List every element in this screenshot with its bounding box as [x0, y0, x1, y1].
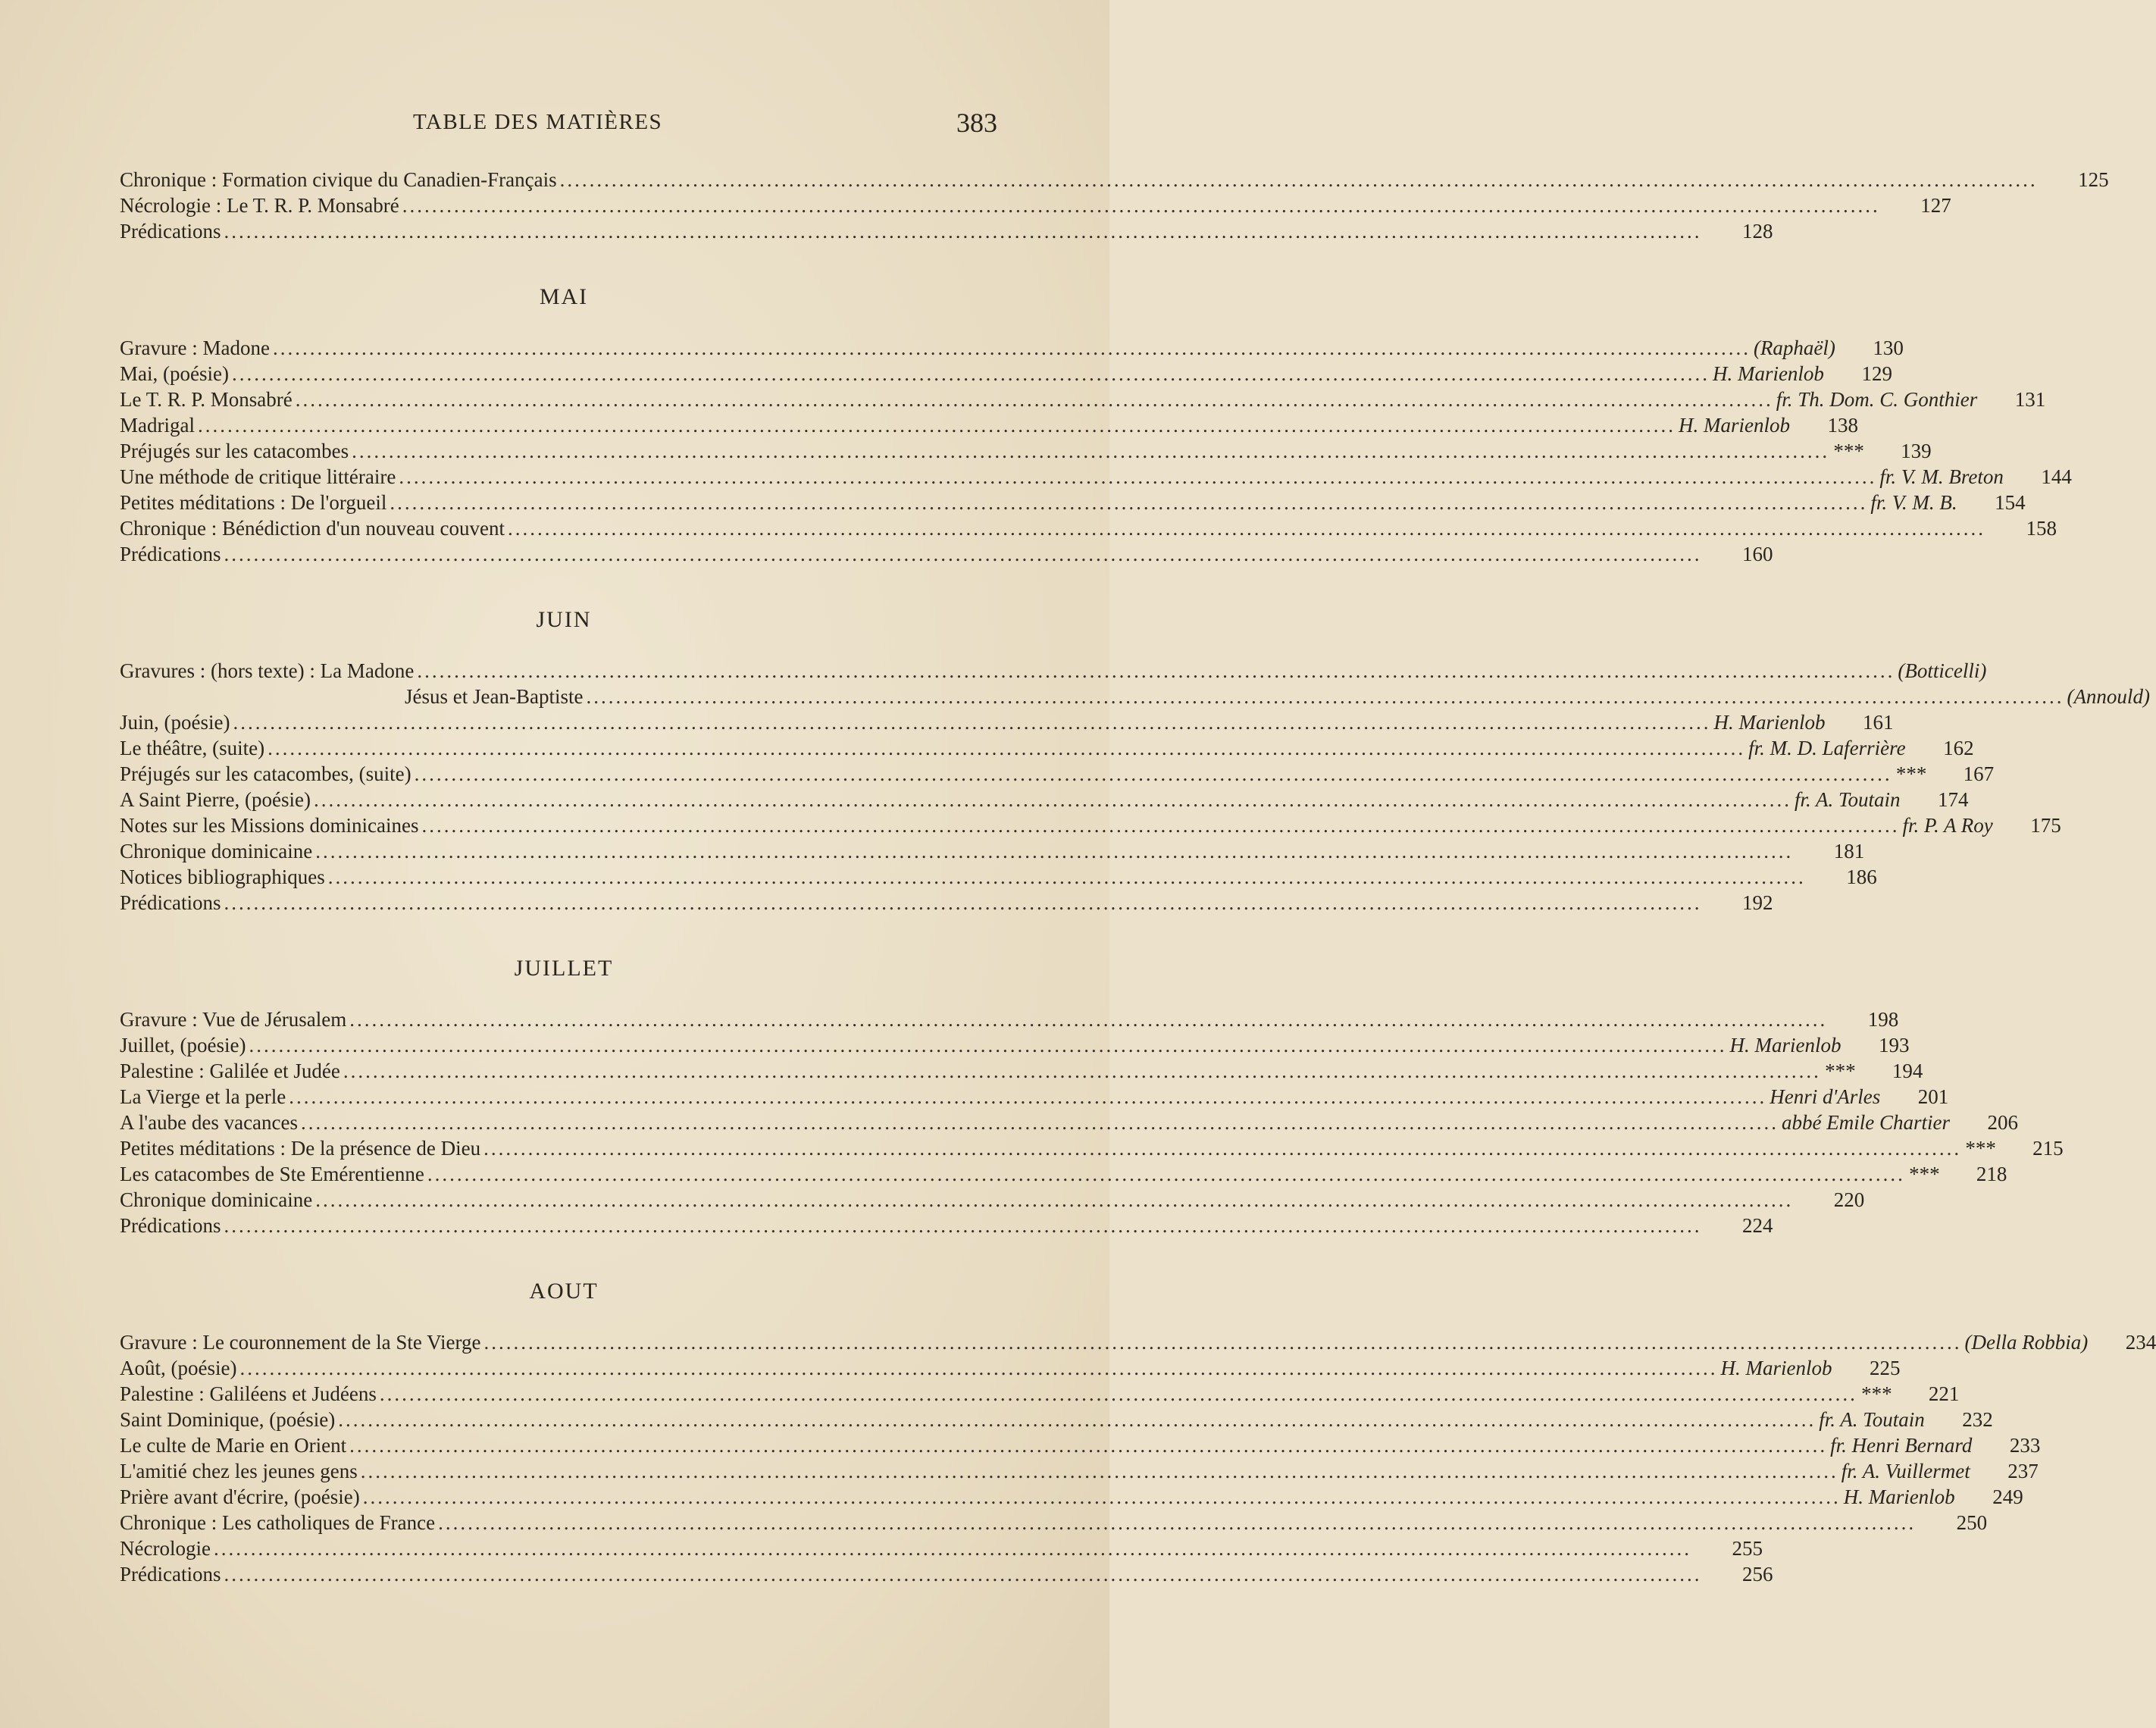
- entry-author: ***: [1907, 1163, 1939, 1185]
- page-title: TABLE DES MATIÈRES: [413, 110, 663, 134]
- entry-page-number: 127: [1920, 194, 1951, 217]
- dot-leader: ........................................................................................................................................................................................................: [349, 1434, 1828, 1457]
- entry-author: ***: [1823, 1060, 1855, 1082]
- entry-title: Gravure : Madone: [120, 337, 270, 359]
- dot-leader: ........................................................................................................................................................................................................: [399, 465, 1877, 488]
- toc-section: [120, 581, 2150, 917]
- toc-entry: [120, 1537, 1763, 1563]
- dot-leader: ........................................................................................................................................................................................................: [301, 1111, 1779, 1134]
- entry-title: Petites méditations : De l'orgueil: [120, 491, 387, 514]
- dot-leader: ........................................................................................................................................................................................................: [508, 517, 1986, 540]
- dot-leader: ........................................................................................................................................................................................................: [352, 440, 1830, 462]
- entry-author: ***: [1860, 1382, 1892, 1405]
- entry-page-number: 193: [1878, 1034, 1910, 1057]
- entry-title: Notices bibliographiques: [120, 866, 325, 888]
- entry-title: Prédications: [120, 891, 221, 914]
- entry-page-number: 128: [1741, 220, 1773, 243]
- entry-author: fr. A. Toutain: [1794, 788, 1901, 811]
- entry-title: Juin, (poésie): [120, 711, 230, 734]
- toc-entry: [120, 840, 1865, 866]
- dot-leader: ........................................................................................................................................................................................................: [586, 685, 2064, 708]
- entry-title: Prédications: [120, 1563, 221, 1586]
- toc-entry: [120, 440, 1932, 465]
- dot-leader: ........................................................................................................................................................................................................: [427, 1163, 1905, 1185]
- entry-author: fr. Henri Bernard: [1830, 1434, 1973, 1457]
- table-of-contents: [120, 168, 2156, 1589]
- entry-page-number: 220: [1833, 1188, 1865, 1211]
- entry-title: Chronique dominicaine: [120, 840, 313, 862]
- toc-entry: [120, 517, 2057, 543]
- entry-page-number: 131: [2014, 388, 2046, 411]
- entry-title: Une méthode de critique littéraire: [120, 465, 396, 488]
- dot-leader: ........................................................................................................................................................................................................: [289, 1085, 1767, 1108]
- entry-title: Les catacombes de Ste Emérentienne: [120, 1163, 424, 1185]
- entry-page-number: 206: [1987, 1111, 2018, 1134]
- toc-entry: [120, 1060, 1923, 1085]
- entry-title: Le culte de Marie en Orient: [120, 1434, 347, 1457]
- entry-title: Petites méditations : De la présence de Dieu: [120, 1137, 481, 1160]
- dot-leader: ........................................................................................................................................................................................................: [224, 1563, 1702, 1586]
- entry-page-number: 158: [2026, 517, 2057, 540]
- entry-page-number: 160: [1741, 543, 1773, 565]
- section-heading: JUILLET: [514, 956, 614, 981]
- dot-leader: ........................................................................................................................................................................................................: [559, 168, 2038, 191]
- toc-entry: [120, 1008, 1899, 1034]
- dot-leader: ........................................................................................................................................................................................................: [343, 1060, 1821, 1082]
- toc-entry: [120, 1085, 1949, 1111]
- toc-entry: [120, 1163, 2007, 1188]
- entry-author: fr. Th. Dom. C. Gonthier: [1776, 388, 1978, 411]
- dot-leader: ........................................................................................................................................................................................................: [421, 814, 1900, 837]
- dot-leader: ........................................................................................................................................................................................................: [417, 659, 1895, 682]
- section-heading: MAI: [539, 284, 589, 309]
- entry-author: fr. A. Vuillermet: [1841, 1460, 1970, 1482]
- entry-author: fr. M. D. Laferrière: [1748, 737, 1906, 759]
- dot-leader: ........................................................................................................................................................................................................: [360, 1460, 1838, 1482]
- entry-page-number: 144: [2041, 465, 2072, 488]
- toc-entry: [120, 891, 1773, 917]
- entry-author: ***: [1895, 762, 1926, 785]
- entry-page-number: 162: [1943, 737, 1974, 759]
- entry-page-number: 232: [1962, 1408, 1993, 1431]
- toc-entry: [120, 1111, 2018, 1137]
- entry-title: Prédications: [120, 543, 221, 565]
- entry-page-number: 237: [2007, 1460, 2039, 1482]
- page-number: 383: [956, 108, 997, 138]
- dot-leader: ........................................................................................................................................................................................................: [224, 1214, 1702, 1237]
- entry-page-number: 233: [2009, 1434, 2041, 1457]
- entry-page-number: 186: [1846, 866, 1877, 888]
- toc-entry: [120, 1460, 2039, 1485]
- toc-entry: [120, 543, 1773, 568]
- toc-entry: [120, 1357, 1901, 1382]
- dot-leader: ........................................................................................................................................................................................................: [315, 840, 1794, 862]
- toc-entry: [120, 388, 2046, 414]
- toc-entry: [120, 814, 2061, 840]
- toc-entry: [120, 1034, 1910, 1060]
- dot-leader: ........................................................................................................................................................................................................: [438, 1511, 1917, 1534]
- entry-page-number: 256: [1741, 1563, 1773, 1586]
- entry-title: Préjugés sur les catacombes: [120, 440, 349, 462]
- entry-page-number: 215: [2032, 1137, 2064, 1160]
- toc-entry: [120, 220, 1773, 246]
- entry-page-number: 225: [1869, 1357, 1901, 1379]
- toc-entry: [120, 1563, 1773, 1589]
- entry-page-number: 250: [1956, 1511, 1988, 1534]
- entry-title: Mai, (poésie): [120, 362, 229, 385]
- dot-leader: ........................................................................................................................................................................................................: [295, 388, 1773, 411]
- toc-entry: [120, 414, 1858, 440]
- entry-author: fr. A. Toutain: [1819, 1408, 1925, 1431]
- toc-entry: [120, 194, 1951, 220]
- dot-leader: ........................................................................................................................................................................................................: [224, 543, 1702, 565]
- dot-leader: ........................................................................................................................................................................................................: [197, 414, 1676, 437]
- entry-page-number: 161: [1862, 711, 1894, 734]
- entry-page-number: 125: [2078, 168, 2109, 191]
- entry-author: ***: [1832, 440, 1863, 462]
- entry-page-number: 249: [1992, 1485, 2023, 1508]
- dot-leader: ........................................................................................................................................................................................................: [327, 866, 1806, 888]
- dot-leader: ........................................................................................................................................................................................................: [233, 711, 1711, 734]
- dot-leader: ........................................................................................................................................................................................................: [224, 891, 1702, 914]
- entry-page-number: 130: [1873, 337, 1904, 359]
- entry-page-number: 129: [1861, 362, 1892, 385]
- entry-page-number: 138: [1827, 414, 1858, 437]
- entry-title: Prière avant d'écrire, (poésie): [120, 1485, 360, 1508]
- entry-title: Août, (poésie): [120, 1357, 237, 1379]
- dot-leader: ........................................................................................................................................................................................................: [272, 337, 1751, 359]
- dot-leader: ........................................................................................................................................................................................................: [313, 788, 1791, 811]
- dot-leader: ........................................................................................................................................................................................................: [224, 220, 1702, 243]
- dot-leader: ........................................................................................................................................................................................................: [414, 762, 1892, 785]
- toc-section: [120, 929, 2064, 1240]
- toc-entry: [120, 711, 1894, 737]
- entry-page-number: 234: [2125, 1331, 2156, 1354]
- toc-entry: [120, 337, 1904, 362]
- dot-leader: ........................................................................................................................................................................................................: [315, 1188, 1794, 1211]
- entry-author: Henri d'Arles: [1770, 1085, 1881, 1108]
- toc-entry: [120, 1408, 1993, 1434]
- entry-title: Chronique : Formation civique du Canadien-Français: [120, 168, 557, 191]
- toc-entry: [120, 685, 2150, 711]
- entry-author: fr. V. M. Breton: [1879, 465, 2004, 488]
- entry-page-number: 167: [1963, 762, 1995, 785]
- toc-section: [120, 1252, 2156, 1589]
- entry-author: (Raphaël): [1753, 337, 1835, 359]
- entry-author: fr. P. A Roy: [1902, 814, 1993, 837]
- entry-author: ***: [1964, 1137, 1995, 1160]
- entry-page-number: 181: [1833, 840, 1865, 862]
- section-heading: JUIN: [536, 607, 592, 632]
- entry-page-number: 154: [1995, 491, 2026, 514]
- entry-title: A Saint Pierre, (poésie): [120, 788, 311, 811]
- entry-author: fr. V. M. B.: [1870, 491, 1957, 514]
- dot-leader: ........................................................................................................................................................................................................: [402, 194, 1880, 217]
- toc-entry: [120, 168, 2109, 194]
- entry-title: Chronique : Bénédiction d'un nouveau couvent: [120, 517, 505, 540]
- entry-author: H. Marienlob: [1713, 711, 1826, 734]
- entry-author: (Botticelli): [1898, 659, 1987, 682]
- toc-entry: [120, 1382, 1960, 1408]
- entry-title: Prédications: [120, 1214, 221, 1237]
- dot-leader: ........................................................................................................................................................................................................: [231, 362, 1710, 385]
- dot-leader: ........................................................................................................................................................................................................: [213, 1537, 1691, 1560]
- entry-author: H. Marienlob: [1720, 1357, 1832, 1379]
- running-header: [0, 110, 1109, 140]
- toc-entry: [120, 1331, 2156, 1357]
- entry-page-number: 194: [1892, 1060, 1923, 1082]
- entry-title: Gravure : Le couronnement de la Ste Vierge: [120, 1331, 481, 1354]
- entry-author: abbé Emile Chartier: [1782, 1111, 1950, 1134]
- toc-section: [120, 168, 2109, 246]
- entry-author: (Annould): [2067, 685, 2150, 708]
- toc-entry: [120, 1214, 1773, 1240]
- entry-page-number: 192: [1741, 891, 1773, 914]
- entry-title: Juillet, (poésie): [120, 1034, 246, 1057]
- toc-entry: [120, 1485, 2023, 1511]
- dot-leader: ........................................................................................................................................................................................................: [239, 1357, 1718, 1379]
- entry-title: La Vierge et la perle: [120, 1085, 286, 1108]
- entry-title: Notes sur les Missions dominicaines: [120, 814, 419, 837]
- dot-leader: ........................................................................................................................................................................................................: [349, 1008, 1828, 1031]
- dot-leader: ........................................................................................................................................................................................................: [362, 1485, 1841, 1508]
- entry-title: Gravures : (hors texte) : La Madone: [120, 659, 415, 682]
- entry-page-number: 174: [1938, 788, 1969, 811]
- entry-author: H. Marienlob: [1729, 1034, 1842, 1057]
- entry-title: A l'aube des vacances: [120, 1111, 299, 1134]
- toc-entry: [120, 491, 2026, 517]
- toc-entry: [120, 1511, 1988, 1537]
- entry-author: (Della Robbia): [1964, 1331, 2089, 1354]
- entry-title: Prédications: [120, 220, 221, 243]
- dot-leader: ........................................................................................................................................................................................................: [268, 737, 1746, 759]
- toc-entry: [120, 465, 2072, 491]
- entry-title: Préjugés sur les catacombes, (suite): [120, 762, 411, 785]
- entry-author: H. Marienlob: [1712, 362, 1824, 385]
- entry-title: Le théâtre, (suite): [120, 737, 265, 759]
- entry-title: Palestine : Galiléens et Judéens: [120, 1382, 377, 1405]
- dot-leader: ........................................................................................................................................................................................................: [390, 491, 1868, 514]
- toc-entry: [120, 737, 1974, 762]
- entry-title: Chronique : Les catholiques de France: [120, 1511, 436, 1534]
- toc-section: [120, 258, 2072, 568]
- toc-entry: [120, 362, 1892, 388]
- toc-entry: [120, 1137, 2064, 1163]
- dot-leader: ........................................................................................................................................................................................................: [338, 1408, 1816, 1431]
- entry-title: Madrigal: [120, 414, 195, 437]
- entry-title: Jésus et Jean-Baptiste: [405, 685, 584, 708]
- entry-title: Chronique dominicaine: [120, 1188, 313, 1211]
- dot-leader: ........................................................................................................................................................................................................: [483, 1137, 1962, 1160]
- toc-entry: [120, 762, 1995, 788]
- dot-leader: ........................................................................................................................................................................................................: [379, 1382, 1857, 1405]
- dot-leader: ........................................................................................................................................................................................................: [249, 1034, 1727, 1057]
- entry-page-number: 255: [1732, 1537, 1763, 1560]
- entry-page-number: 198: [1867, 1008, 1899, 1031]
- entry-page-number: 218: [1976, 1163, 2007, 1185]
- entry-page-number: 224: [1741, 1214, 1773, 1237]
- toc-entry: [120, 866, 1877, 891]
- entry-author: H. Marienlob: [1678, 414, 1790, 437]
- entry-title: Gravure : Vue de Jérusalem: [120, 1008, 347, 1031]
- entry-title: Palestine : Galilée et Judée: [120, 1060, 340, 1082]
- toc-entry: [120, 1188, 1865, 1214]
- toc-entry: [120, 659, 1987, 685]
- entry-page-number: 139: [1901, 440, 1932, 462]
- section-heading: AOUT: [529, 1279, 599, 1304]
- toc-entry: [120, 1434, 2041, 1460]
- entry-title: Le T. R. P. Monsabré: [120, 388, 293, 411]
- entry-title: Nécrologie : Le T. R. P. Monsabré: [120, 194, 399, 217]
- entry-title: L'amitié chez les jeunes gens: [120, 1460, 358, 1482]
- entry-author: H. Marienlob: [1843, 1485, 1955, 1508]
- entry-title: Saint Dominique, (poésie): [120, 1408, 336, 1431]
- entry-page-number: 201: [1917, 1085, 1949, 1108]
- entry-page-number: 221: [1928, 1382, 1960, 1405]
- entry-title: Nécrologie: [120, 1537, 211, 1560]
- dot-leader: ........................................................................................................................................................................................................: [483, 1331, 1962, 1354]
- entry-page-number: 175: [2030, 814, 2061, 837]
- toc-entry: [120, 788, 1969, 814]
